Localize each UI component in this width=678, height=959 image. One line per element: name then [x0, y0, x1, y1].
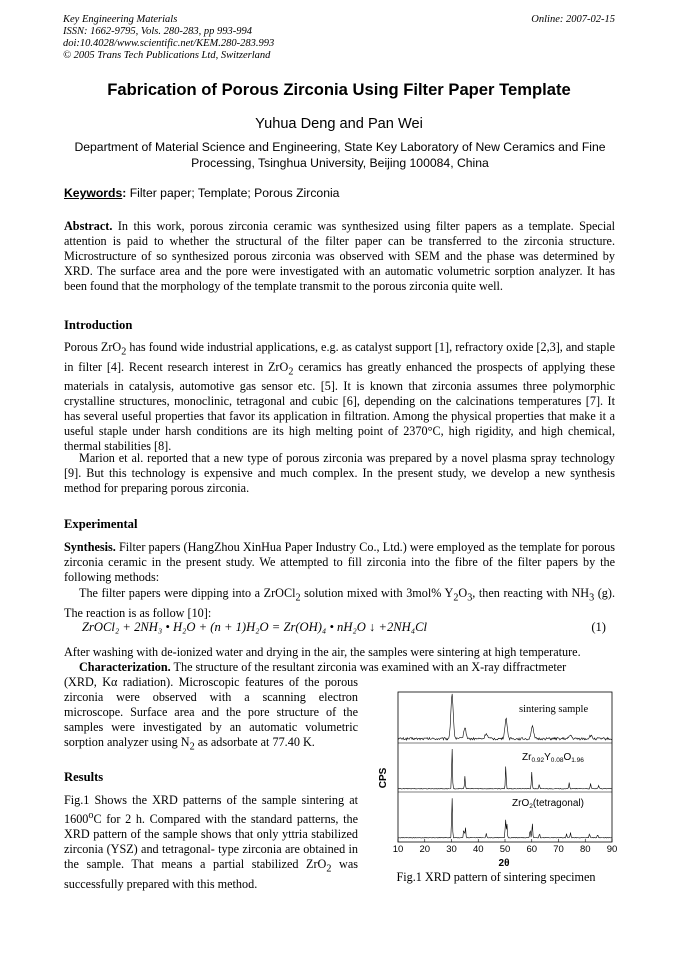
panel-1-label: sintering sample	[519, 704, 589, 715]
characterization-line: Characterization. The structure of the resultant zirconia was examined with an X-ray diffractmeter	[79, 660, 567, 674]
issn-line: ISSN: 1662-9795, Vols. 280-283, pp 993-994	[63, 26, 252, 37]
xrd-series-line-1	[398, 694, 612, 740]
journal-name: Key Engineering Materials	[63, 14, 178, 25]
paper-title: Fabrication of Porous Zirconia Using Filter Paper Template	[107, 80, 571, 99]
abstract-text: In this work, porous zirconia ceramic was synthesized using filter papers as a template. Special attention is paid to whether the structural of the filter paper can be transferred to the zirconia structure. Microstructure of so synthesized porous zirconia was observed with SEM and the phase was determined by XRD. The surface area and the pore were investigated with an automatic volumetric sorption analyzer. It has been found that the morphology of the template transmit to the porous zirconia quite well.	[64, 219, 615, 294]
x-tick-label: 20	[419, 844, 431, 855]
abstract	[64, 219, 615, 294]
results-paragraph: Fig.1 Shows the XRD patterns of the sample sintering at 1600$^o$C for 2 h. Compared with the standard patterns, the XRD pattern of the sample shows that only yttria stabilized zirconia (YSZ) and tetragonal- type zirconia are obtained in the sample. That means a partial stabilized ZrO$_2$ was successfully prepared with this method.	[64, 793, 358, 891]
x-tick-label: 90	[606, 844, 618, 855]
washing-text: After washing with de-ionized water and drying in the air, the samples were sintering at high temperature.	[64, 645, 581, 659]
x-tick-label: 30	[446, 844, 457, 855]
x-tick-label: 40	[472, 844, 484, 855]
xrd-figure	[376, 686, 616, 886]
keywords-text: Filter paper; Template; Porous Zirconia	[126, 186, 340, 200]
equation-number: (1)	[591, 620, 606, 634]
synthesis-paragraph: Synthesis. Filter papers (HangZhou XinHua Paper Industry Co., Ltd.) were employed as the template for porous zirconia ceramic in the present study. We attempted to fill zirconia into the fibre of the filter papers by the following methods:	[64, 540, 615, 585]
introduction-heading: Introduction	[64, 318, 133, 332]
xrd-series-line-2	[398, 749, 612, 789]
x-tick-label: 70	[553, 844, 564, 855]
figure-caption: Fig.1 XRD pattern of sintering specimen	[396, 870, 596, 884]
abstract-label: Abstract.	[64, 219, 113, 233]
results-heading: Results	[64, 770, 104, 784]
introduction-paragraph-1: Porous ZrO$_2$ has found wide industrial applications, e.g. as catalyst support [1], refractory oxide [2,3], and staple in filter [4]. Recent research interest in ZrO$_2$ ceramics has greatly enhanced the prospects of applying these materials in catalysis, automotive gas sensor etc. [5]. It is known that zirconia assumes three polymorphic crystalline structures, monoclinic, tetragonal and cubic [6], depending on the calcinations temperatures [7]. It has several useful properties that favor its application in filtration. Among the physical properties that make it a useful staple under harsh conditions are its high melting point of 2370°C, high rigidity, and high chemical, thermal stabilities [8].	[64, 340, 615, 454]
experimental-heading: Experimental	[64, 517, 138, 531]
x-axis-label: 2θ	[498, 858, 510, 869]
panel-2-label: $Zr_{0.92}Y_{0.08}O_{1.96}$	[522, 752, 584, 764]
keywords-label: Keywords	[64, 186, 123, 200]
x-tick-label: 50	[499, 844, 511, 855]
doi-line: doi:10.4028/www.scientific.net/KEM.280-283.993	[63, 38, 275, 49]
panel-3-label: ZrO$_2$(tetragonal)	[512, 798, 584, 810]
x-tick-label: 10	[392, 844, 404, 855]
authors: Yuhua Deng and Pan Wei	[255, 116, 423, 132]
y-axis-label: CPS	[378, 767, 389, 789]
affiliation: Department of Material Science and Engineering, State Key Laboratory of New Ceramics and Fine Processing, Tsinghua University, Beijing 100084, China	[74, 140, 606, 170]
copyright-line: © 2005 Trans Tech Publications Ltd, Switzerland	[63, 50, 271, 61]
characterization-label: Characterization.	[79, 660, 171, 674]
introduction-paragraph-2: Marion et al. reported that a new type of porous zirconia was prepared by a novel plasma spray technology [9]. But this technology is expensive and much complex. In the present study, we develop a new synthesis method for preparing porous zirconia.	[64, 451, 615, 496]
characterization-paragraph: (XRD, Kα radiation). Microscopic features of the porous zirconia were observed with a scanning electron microscope. Surface area and the pore structure of the samples were investigated by an automatic volumetric sorption analyzer using $N_2$ as adsorbate at 77.40 K.	[64, 675, 358, 753]
synthesis-method: The filter papers were dipping into a ZrOCl$_2$ solution mixed with 3mol% $Y_2O_3$, then reacting with $NH_3$ (g). The reaction is as follow [10]:	[64, 586, 615, 620]
reaction-equation: ZrOCl₂ + 2NH₃ • H₂O + (n + 1)H₂O = Zr(OH)₄ • nH₂O ↓ +2NH₄Cl	[82, 620, 428, 634]
synthesis-label: Synthesis.	[64, 540, 116, 554]
journal-header	[63, 14, 274, 62]
keywords: Keywords: Filter paper; Template; Porous Zirconia	[64, 186, 340, 200]
x-tick-label: 60	[526, 844, 538, 855]
x-tick-label: 80	[579, 844, 591, 855]
online-date: Online: 2007-02-15	[531, 14, 615, 25]
